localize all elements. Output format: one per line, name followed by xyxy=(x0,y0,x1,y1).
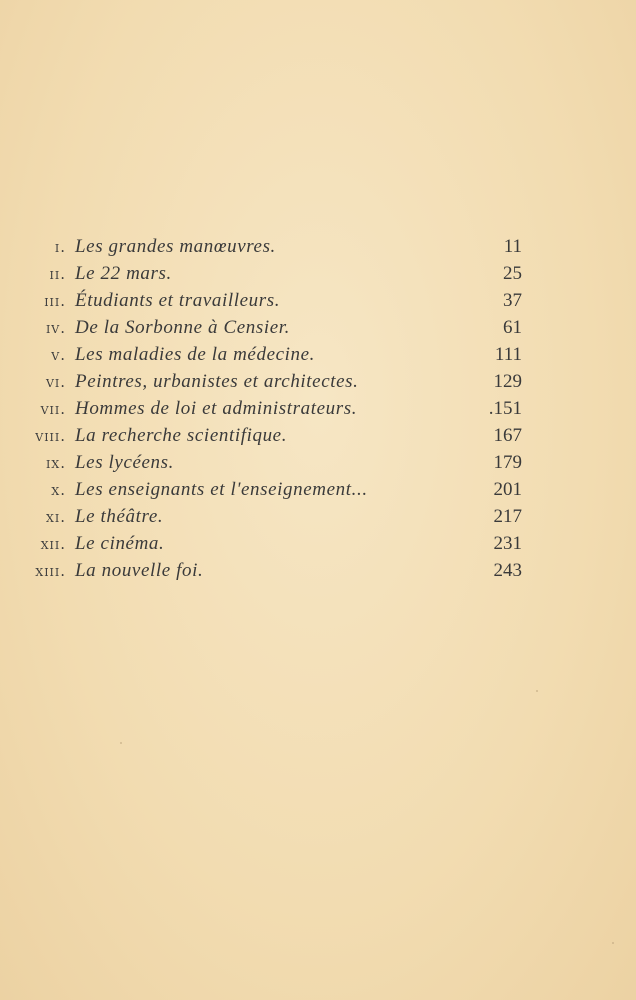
chapter-title: Les lycéens. xyxy=(75,452,174,473)
chapter-numeral: viii. xyxy=(35,427,66,445)
page-number: 201 xyxy=(493,479,522,500)
chapter-title: Les maladies de la médecine. xyxy=(75,344,315,365)
table-of-contents xyxy=(0,236,636,587)
chapter-title: Les enseignants et l'enseignement... xyxy=(75,479,368,500)
toc-entry xyxy=(0,533,636,560)
chapter-title: Le cinéma. xyxy=(75,533,165,554)
page-number: 167 xyxy=(493,425,522,446)
chapter-title: Les grandes manœuvres. xyxy=(75,236,276,257)
page-number: 37 xyxy=(503,290,522,311)
toc-entry xyxy=(0,344,636,371)
toc-entry xyxy=(0,263,636,290)
chapter-numeral: ix. xyxy=(46,454,66,472)
page-number: 129 xyxy=(493,371,522,392)
toc-entry xyxy=(0,506,636,533)
toc-entry xyxy=(0,398,636,425)
page-number: 231 xyxy=(493,533,522,554)
chapter-numeral: ii. xyxy=(49,265,66,283)
toc-entry xyxy=(0,290,636,317)
chapter-title: Le 22 mars. xyxy=(75,263,172,284)
chapter-numeral: v. xyxy=(51,346,66,364)
chapter-numeral: x. xyxy=(51,481,66,499)
chapter-numeral: vii. xyxy=(40,400,66,418)
page-number: 111 xyxy=(494,344,522,365)
chapter-title: Le théâtre. xyxy=(75,506,164,527)
chapter-title: La nouvelle foi. xyxy=(75,560,204,581)
toc-entry xyxy=(0,317,636,344)
page-number: 11 xyxy=(503,236,522,257)
chapter-numeral: xii. xyxy=(40,535,66,553)
chapter-numeral: vi. xyxy=(45,373,66,391)
chapter-numeral: xiii. xyxy=(35,562,66,580)
toc-entry xyxy=(0,425,636,452)
chapter-numeral: xi. xyxy=(46,508,66,526)
toc-entry xyxy=(0,236,636,263)
paper-speck xyxy=(536,690,538,692)
chapter-title: La recherche scientifique. xyxy=(75,425,288,446)
page-number: 179 xyxy=(493,452,522,473)
toc-entry xyxy=(0,560,636,587)
chapter-title: Étudiants et travailleurs. xyxy=(75,290,281,311)
paper-speck xyxy=(120,742,122,744)
page-number: 25 xyxy=(503,263,522,284)
chapter-numeral: iii. xyxy=(44,292,66,310)
page-number: 243 xyxy=(493,560,522,581)
page-number: 217 xyxy=(493,506,522,527)
paper-speck xyxy=(612,942,614,944)
page-number: 61 xyxy=(503,317,522,338)
toc-entry xyxy=(0,371,636,398)
chapter-title: De la Sorbonne à Censier. xyxy=(75,317,291,338)
toc-entry xyxy=(0,452,636,479)
chapter-numeral: iv. xyxy=(45,319,66,337)
page-number: .151 xyxy=(488,398,522,419)
toc-entry xyxy=(0,479,636,506)
chapter-title: Hommes de loi et administrateurs. xyxy=(75,398,358,419)
chapter-numeral: i. xyxy=(54,238,66,256)
chapter-title: Peintres, urbanistes et architectes. xyxy=(75,371,359,392)
